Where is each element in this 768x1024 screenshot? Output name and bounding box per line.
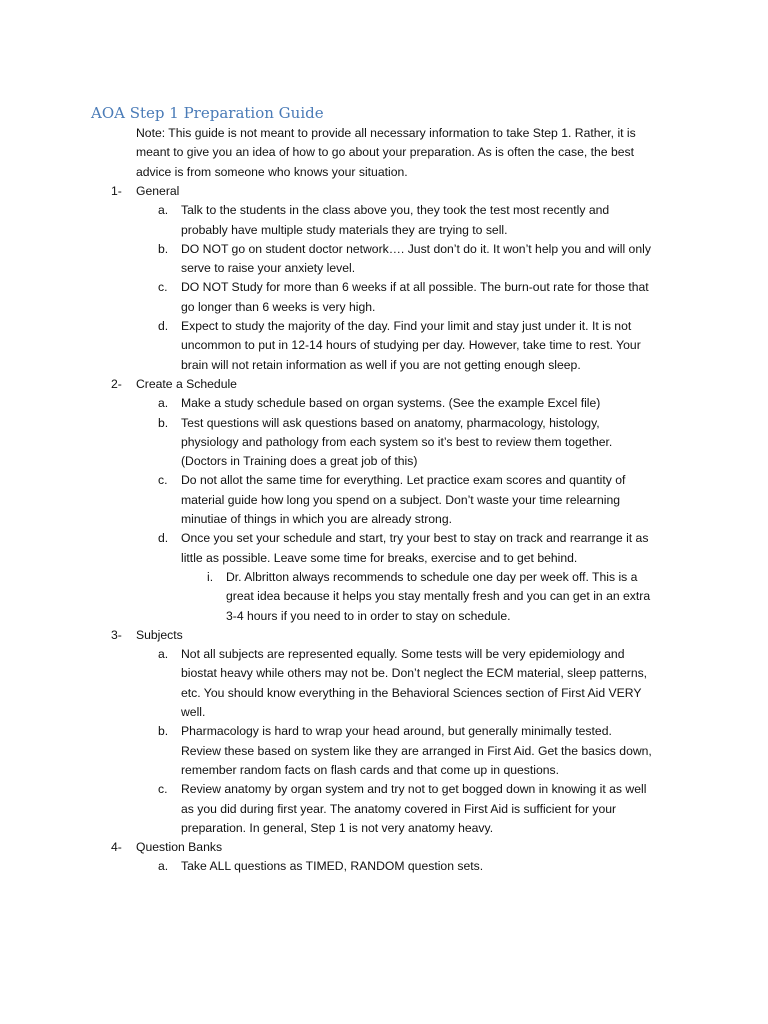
list-item-text: Review these based on system like they are arranged in First Aid. Get the basics down, bbox=[181, 743, 652, 758]
list-item-text: etc. You should know everything in the Behavioral Sciences section of First Aid VERY bbox=[181, 685, 642, 700]
list-item-marker: d. bbox=[158, 319, 169, 333]
section-heading: Create a Schedule bbox=[136, 376, 237, 391]
list-item-marker: b. bbox=[158, 241, 169, 256]
section-heading: Question Banks bbox=[136, 840, 223, 855]
list-item-marker: d. bbox=[158, 531, 169, 546]
list-item-marker: a. bbox=[158, 859, 169, 874]
list-item-text: go longer than 6 weeks is very high. bbox=[181, 299, 376, 314]
sub-item-text: great idea because it helps you stay mentally fresh and you can get in an extra bbox=[226, 589, 651, 604]
section-number: 3- bbox=[111, 627, 122, 642]
list-item-text: Do not allot the same time for everything. Let practice exam scores and quantity of bbox=[181, 473, 626, 488]
sub-item-marker: i. bbox=[207, 569, 214, 584]
section-number: 4- bbox=[111, 840, 122, 855]
list-item-marker: c. bbox=[158, 473, 168, 488]
list-item-text: Pharmacology is hard to wrap your head around, but generally minimally tested. bbox=[181, 724, 612, 739]
list-item-text: Make a study schedule based on organ systems. (See the example Excel file) bbox=[181, 396, 601, 411]
list-item-text: Once you set your schedule and start, try your best to stay on track and rearrange it as bbox=[181, 531, 649, 546]
list-item-text: minutiae of things in which you are already strong. bbox=[181, 512, 452, 526]
sub-item-text: Dr. Albritton always recommends to schedule one day per week off. This is a bbox=[226, 569, 638, 584]
list-item-text: serve to raise your anxiety level. bbox=[181, 261, 356, 276]
list-item-text: Review anatomy by organ system and try not to get bogged down in knowing it as well bbox=[181, 782, 647, 797]
list-item-text: biostat heavy while others may not be. Don’t neglect the ECM material, sleep patterns, bbox=[181, 666, 648, 681]
list-item-text: brain will not retain information as well if you are not getting enough sleep. bbox=[181, 357, 581, 372]
list-item-text: Expect to study the majority of the day. Find your limit and stay just under it. It is not bbox=[181, 319, 632, 333]
note-line: meant to give you an idea of how to go about your preparation. As is often the case, the best bbox=[136, 145, 634, 160]
list-item-text: material guide how long you spend on a subject. Don’t waste your time relearning bbox=[181, 492, 620, 507]
section-number: 1- bbox=[111, 183, 122, 198]
list-item-text: well. bbox=[181, 705, 206, 719]
note-line: Note: This guide is not meant to provide all necessary information to take Step 1. Rather, it is bbox=[136, 126, 636, 140]
section-heading: Subjects bbox=[136, 627, 183, 642]
sub-item-text: 3-4 hours if you need to in order to stay on schedule. bbox=[226, 608, 511, 623]
document-title: AOA Step 1 Preparation Guide bbox=[91, 104, 324, 122]
list-item-marker: c. bbox=[158, 280, 168, 295]
list-item-marker: b. bbox=[158, 724, 169, 739]
list-item-text: probably have multiple study materials they are trying to sell. bbox=[181, 222, 508, 237]
list-item-text: uncommon to put in 12-14 hours of studying per day. However, take time to rest. Your bbox=[181, 338, 641, 353]
list-item-text: physiology and pathology from each system so it’s best to review them together. bbox=[181, 434, 613, 449]
list-item-text: DO NOT go on student doctor network…. Just don’t do it. It won’t help you and will only bbox=[181, 241, 651, 256]
list-item-text: little as possible. Leave some time for breaks, exercise and to get behind. bbox=[181, 550, 578, 565]
list-item-text: preparation. In general, Step 1 is not very anatomy heavy. bbox=[181, 820, 494, 835]
section-heading: General bbox=[136, 183, 180, 198]
list-item-marker: b. bbox=[158, 415, 169, 430]
list-item-text: remember random facts on flash cards and that come up in questions. bbox=[181, 762, 560, 777]
list-item-text: DO NOT Study for more than 6 weeks if at all possible. The burn-out rate for those that bbox=[181, 280, 649, 295]
list-item-marker: a. bbox=[158, 396, 169, 411]
list-item-text: Talk to the students in the class above you, they took the test most recently and bbox=[181, 203, 610, 218]
section-number: 2- bbox=[111, 376, 122, 391]
list-item-text: as you did during first year. The anatomy covered in First Aid is sufficient for your bbox=[181, 801, 617, 816]
list-item-text: Not all subjects are represented equally. Some tests will be very epidemiology and bbox=[181, 647, 625, 662]
note-line: advice is from someone who knows your situation. bbox=[136, 164, 408, 179]
list-item-text: Test questions will ask questions based on anatomy, pharmacology, histology, bbox=[181, 415, 600, 430]
list-item-marker: c. bbox=[158, 782, 168, 797]
list-item-marker: a. bbox=[158, 203, 169, 218]
list-item-text: (Doctors in Training does a great job of this) bbox=[181, 454, 418, 469]
list-item-marker: a. bbox=[158, 647, 169, 662]
list-item-text: Take ALL questions as TIMED, RANDOM question sets. bbox=[181, 859, 484, 874]
